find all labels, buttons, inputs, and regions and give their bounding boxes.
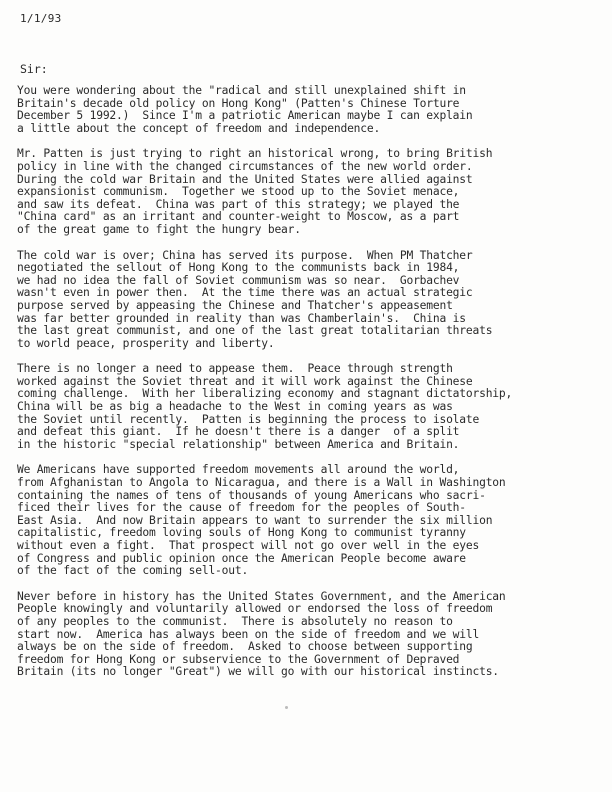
letter-salutation: Sir: <box>20 62 48 76</box>
text-line: a little about the concept of freedom and independence. <box>17 121 381 135</box>
text-line: There is no longer a need to appease them. Peace through strength <box>17 362 453 376</box>
text-line: Mr. Patten is just trying to right an historical wrong, to bring British <box>17 147 493 161</box>
text-line: of the fact of the coming sell-out. <box>17 564 249 578</box>
letter-date: 1/1/93 <box>20 12 62 25</box>
text-line: We Americans have supported freedom movements all around the world, <box>17 463 460 477</box>
text-line: Britain (its no longer "Great") we will go with our historical instincts. <box>17 665 499 679</box>
text-line: of the great game to fight the hungry bear. <box>17 222 301 236</box>
paragraph-1 <box>17 85 597 135</box>
scan-speck <box>285 706 288 709</box>
text-line: the Soviet until recently. Patten is beginning the process to isolate <box>17 412 480 426</box>
paragraph-4 <box>17 363 597 451</box>
paragraph-2 <box>17 148 597 236</box>
text-line: of Congress and public opinion once the American People become aware <box>17 551 466 565</box>
text-line: was far better grounded in reality than was Chamberlain's. China is <box>17 311 466 325</box>
text-line: freedom for Hong Kong or subservience to the Government of Depraved <box>17 652 460 666</box>
text-line: without even a fight. That prospect will not go over well in the eyes <box>17 539 480 552</box>
text-line: worked against the Soviet threat and it will work against the Chinese <box>17 374 473 388</box>
letter-body <box>17 85 597 692</box>
text-line: East Asia. And now Britain appears to want to surrender the six million <box>17 513 493 527</box>
text-line: of any peoples to the communist. There is absolutely no reason to <box>17 614 453 628</box>
text-line: and saw its defeat. China was part of this strategy; we played the <box>17 197 460 211</box>
text-line: During the cold war Britain and the United States were allied against <box>17 172 473 186</box>
text-line: capitalistic, freedom loving souls of Hong Kong to communist tyranny <box>17 526 466 540</box>
paragraph-6 <box>17 591 597 679</box>
text-line: ficed their lives for the cause of freedom for the peoples of South- <box>17 501 466 515</box>
text-line: start now. America has always been on the side of freedom and we will <box>17 627 480 641</box>
text-line: Never before in history has the United States Government, and the American <box>17 589 506 603</box>
text-line: we had no idea the fall of Soviet communism was so near. Gorbachev <box>17 273 460 287</box>
text-line: People knowingly and voluntarily allowed or endorsed the loss of freedom <box>17 602 493 616</box>
paragraph-5 <box>17 464 597 577</box>
text-line: policy in line with the changed circumstances of the new world order. <box>17 159 473 173</box>
text-line: "China card" as an irritant and counter-weight to Moscow, as a part <box>17 210 460 224</box>
text-line: and defeat this giant. If he doesn't there is a danger of a split <box>17 425 460 439</box>
text-line: wasn't even in power then. At the time there was an actual strategic <box>17 286 473 300</box>
text-line: always be on the side of freedom. Asked to choose between supporting <box>17 640 473 654</box>
text-line: You were wondering about the "radical and still unexplained shift in <box>17 84 466 97</box>
paragraph-3 <box>17 250 597 351</box>
text-line: expansionist communism. Together we stood up to the Soviet menace, <box>17 185 460 199</box>
text-line: coming challenge. With her liberalizing economy and stagnant dictatorship, <box>17 387 513 401</box>
text-line: negotiated the sellout of Hong Kong to the communists back in 1984, <box>17 261 460 275</box>
text-line: in the historic "special relationship" between America and Britain. <box>17 437 460 451</box>
text-line: to world peace, prosperity and liberty. <box>17 336 275 350</box>
text-line: December 5 1992.) Since I'm a patriotic American maybe I can explain <box>17 109 473 123</box>
text-line: containing the names of tens of thousands of young Americans who sacri- <box>17 488 486 502</box>
text-line: China will be as big a headache to the West in coming years as was <box>17 400 453 414</box>
text-line: The cold war is over; China has served its purpose. When PM Thatcher <box>17 248 473 262</box>
text-line: the last great communist, and one of the last great totalitarian threats <box>17 324 493 338</box>
text-line: purpose served by appeasing the Chinese and Thatcher's appeasement <box>17 298 453 312</box>
text-line: Britain's decade old policy on Hong Kong" (Patten's Chinese Torture <box>17 96 460 110</box>
text-line: from Afghanistan to Angola to Nicaragua, and there is a Wall in Washington <box>17 476 506 490</box>
